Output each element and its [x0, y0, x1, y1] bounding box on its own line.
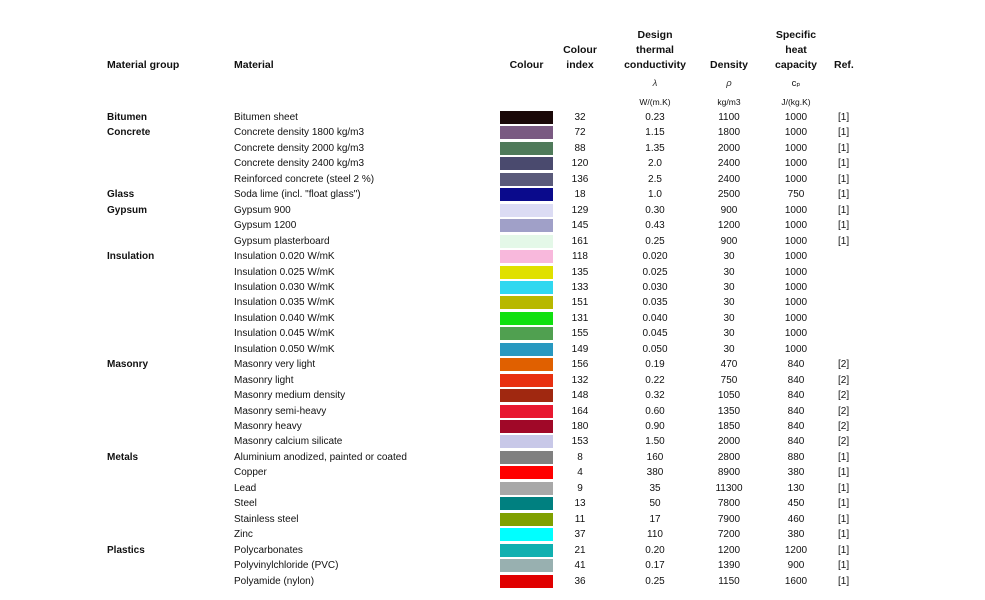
density-cell: 2400	[717, 158, 741, 170]
table-row	[0, 311, 985, 326]
conductivity-cell: 0.045	[642, 328, 668, 340]
table-row	[0, 218, 985, 233]
colour-swatch	[500, 343, 553, 356]
colour-index-cell: 118	[572, 251, 588, 263]
density-cell: 30	[723, 328, 735, 340]
heat-capacity-cell: 840	[787, 359, 805, 371]
colour-swatch	[500, 188, 553, 201]
colour-swatch	[500, 513, 553, 526]
reference-cell: [1]	[838, 544, 850, 556]
colour-index-cell: 37	[574, 529, 586, 541]
heat-capacity-cell: 450	[787, 498, 805, 510]
heat-capacity-cell: 130	[787, 482, 805, 494]
reference-cell: [1]	[838, 127, 850, 139]
reference-cell: [2]	[838, 390, 850, 402]
conductivity-cell: 0.035	[642, 297, 668, 309]
density-cell: 7200	[717, 529, 741, 541]
colour-swatch	[500, 173, 553, 186]
table-row	[0, 558, 985, 573]
table-row	[0, 373, 985, 388]
reference-cell: [1]	[838, 451, 850, 463]
colour-index-cell: 155	[571, 328, 589, 340]
colour-swatch	[500, 451, 553, 464]
heat-capacity-cell: 1000	[784, 281, 808, 293]
heat-capacity-cell: 1600	[784, 575, 808, 587]
conductivity-cell: 380	[646, 467, 664, 479]
colour-index-cell: 135	[571, 266, 589, 278]
conductivity-cell: 1.35	[645, 142, 665, 154]
heat-capacity-cell: 380	[787, 529, 805, 541]
symbol-heat-capacity: cₚ	[791, 78, 801, 89]
density-cell: 1350	[717, 405, 741, 417]
table-row	[0, 141, 985, 156]
material-cell: Reinforced concrete (steel 2 %)	[234, 173, 375, 185]
conductivity-cell: 1.0	[648, 189, 662, 201]
table-row	[0, 265, 985, 280]
table-row	[0, 280, 985, 295]
heat-capacity-cell: 1200	[784, 544, 808, 556]
material-group-cell: Concrete	[107, 127, 151, 139]
header-conductivity	[613, 28, 697, 73]
colour-swatch	[500, 358, 553, 371]
material-cell: Gypsum plasterboard	[234, 235, 330, 247]
heat-capacity-cell: 1000	[784, 220, 808, 232]
table-row	[0, 172, 985, 187]
density-cell: 1800	[717, 127, 741, 139]
density-cell: 7800	[717, 498, 741, 510]
heat-capacity-cell: 1000	[784, 112, 808, 123]
colour-index-cell: 11	[574, 513, 586, 525]
table-row	[0, 249, 985, 264]
colour-index-cell: 153	[571, 436, 589, 448]
page-bottom-edge	[0, 592, 985, 600]
colour-swatch	[500, 528, 553, 541]
conductivity-cell: 1.15	[645, 127, 665, 139]
colour-swatch	[500, 389, 553, 402]
material-cell: Insulation 0.040 W/mK	[234, 312, 335, 324]
unit-conductivity: W/(m.K)	[639, 97, 671, 107]
material-cell: Aluminium anodized, painted or coated	[234, 451, 407, 463]
table-row	[0, 110, 985, 125]
heat-capacity-cell: 900	[787, 560, 805, 572]
conductivity-cell: 110	[647, 529, 663, 541]
colour-index-cell: 41	[574, 560, 586, 572]
material-cell: Polyamide (nylon)	[234, 575, 315, 587]
material-group-cell: Masonry	[107, 359, 149, 371]
material-cell: Stainless steel	[234, 513, 299, 525]
symbol-conductivity: λ	[652, 78, 658, 89]
header-colour-index-line1: Colour	[563, 44, 597, 56]
conductivity-cell: 17	[649, 513, 661, 525]
reference-cell: [1]	[838, 575, 850, 587]
colour-index-cell: 132	[571, 374, 589, 386]
material-cell: Zinc	[234, 529, 253, 541]
colour-index-cell: 13	[574, 498, 586, 510]
reference-cell: [1]	[838, 112, 850, 123]
density-cell: 1150	[718, 575, 740, 587]
density-cell: 30	[723, 251, 735, 263]
table-row	[0, 465, 985, 480]
table-row	[0, 496, 985, 511]
density-cell: 750	[720, 374, 738, 386]
table-row	[0, 419, 985, 434]
colour-index-cell: 149	[571, 343, 589, 355]
density-cell: 30	[723, 266, 735, 278]
colour-index-cell: 161	[571, 235, 589, 247]
material-cell: Gypsum 900	[234, 204, 291, 216]
colour-swatch	[500, 466, 553, 479]
reference-cell: [1]	[838, 142, 850, 154]
conductivity-cell: 2.0	[648, 158, 662, 170]
material-group-cell: Plastics	[107, 544, 145, 556]
material-cell: Insulation 0.030 W/mK	[234, 281, 335, 293]
colour-index-cell: 21	[574, 544, 586, 556]
table-row	[0, 434, 985, 449]
colour-index-cell: 151	[571, 297, 589, 309]
table-row	[0, 125, 985, 140]
material-cell: Masonry semi-heavy	[234, 405, 327, 417]
table-row	[0, 326, 985, 341]
material-cell: Concrete density 2400 kg/m3	[234, 158, 365, 170]
table-row	[0, 357, 985, 372]
conductivity-cell: 0.030	[642, 281, 668, 293]
colour-swatch	[500, 374, 553, 387]
colour-swatch	[500, 157, 553, 170]
material-cell: Copper	[234, 467, 267, 479]
material-cell: Concrete density 2000 kg/m3	[234, 142, 365, 154]
header-material-group: Material group	[107, 59, 180, 71]
reference-cell: [1]	[838, 220, 850, 232]
conductivity-cell: 0.25	[645, 575, 665, 587]
colour-swatch	[500, 327, 553, 340]
colour-swatch	[500, 575, 553, 588]
table-row	[0, 187, 985, 202]
colour-index-cell: 133	[571, 281, 589, 293]
material-cell: Concrete density 1800 kg/m3	[234, 127, 365, 139]
density-cell: 2000	[717, 142, 741, 154]
material-cell: Masonry calcium silicate	[234, 436, 343, 448]
conductivity-cell: 0.25	[645, 235, 665, 247]
material-cell: Insulation 0.050 W/mK	[234, 343, 335, 355]
header-conductivity-line1: Design	[637, 29, 673, 41]
material-group-cell: Metals	[107, 451, 139, 463]
colour-swatch	[500, 126, 553, 139]
colour-swatch	[500, 250, 553, 263]
colour-index-cell: 4	[577, 467, 583, 479]
density-cell: 2400	[717, 173, 741, 185]
density-cell: 1850	[717, 421, 741, 432]
table-row	[0, 388, 985, 403]
conductivity-cell: 1.50	[645, 436, 665, 448]
table-row	[0, 543, 985, 558]
heat-capacity-cell: 1000	[784, 312, 808, 324]
table-row	[0, 156, 985, 171]
table-row	[0, 450, 985, 465]
heat-capacity-cell: 1000	[784, 343, 808, 355]
reference-cell: [2]	[838, 436, 850, 448]
conductivity-cell: 0.20	[645, 544, 665, 556]
material-cell: Steel	[234, 498, 257, 510]
colour-index-cell: 148	[571, 390, 589, 402]
conductivity-cell: 35	[649, 482, 661, 494]
colour-index-cell: 164	[571, 405, 589, 417]
density-cell: 11300	[715, 482, 743, 494]
material-cell: Soda lime (incl. "float glass")	[234, 189, 361, 201]
header-colour-index	[555, 43, 605, 73]
conductivity-cell: 0.23	[645, 112, 665, 123]
density-cell: 7900	[717, 513, 741, 525]
colour-index-cell: 88	[574, 142, 586, 154]
colour-swatch	[500, 142, 553, 155]
heat-capacity-cell: 1000	[784, 266, 808, 278]
density-cell: 30	[723, 312, 735, 324]
colour-swatch	[500, 266, 553, 279]
reference-cell: [1]	[838, 189, 850, 201]
conductivity-cell: 0.43	[645, 220, 665, 232]
heat-capacity-cell: 1000	[784, 251, 808, 263]
heat-capacity-cell: 840	[787, 390, 805, 402]
table-row	[0, 527, 985, 542]
colour-swatch	[500, 405, 553, 418]
reference-cell: [1]	[838, 482, 850, 494]
heat-capacity-cell: 840	[787, 374, 805, 386]
reference-cell: [2]	[838, 374, 850, 386]
heat-capacity-cell: 1000	[784, 328, 808, 340]
heat-capacity-cell: 840	[787, 421, 805, 432]
density-cell: 8900	[717, 467, 741, 479]
colour-swatch	[500, 312, 553, 325]
colour-swatch	[500, 559, 553, 572]
heat-capacity-cell: 840	[787, 436, 805, 448]
conductivity-cell: 0.30	[645, 204, 665, 216]
colour-index-cell: 180	[571, 421, 589, 432]
unit-density: kg/m3	[717, 97, 741, 107]
conductivity-cell: 0.22	[645, 374, 665, 386]
conductivity-cell: 0.90	[645, 421, 665, 432]
density-cell: 30	[723, 297, 735, 309]
heat-capacity-cell: 880	[787, 451, 805, 463]
colour-index-cell: 131	[571, 312, 589, 324]
conductivity-cell: 0.025	[642, 266, 668, 278]
colour-swatch	[500, 235, 553, 248]
colour-index-cell: 145	[571, 220, 589, 232]
material-group-cell: Glass	[107, 189, 135, 201]
material-cell: Insulation 0.035 W/mK	[234, 297, 335, 309]
heat-capacity-cell: 1000	[784, 235, 808, 247]
density-cell: 1200	[717, 544, 741, 556]
header-heat-capacity-line3: capacity	[774, 59, 818, 71]
colour-index-cell: 120	[571, 158, 589, 170]
conductivity-cell: 0.17	[645, 560, 665, 572]
density-cell: 30	[723, 343, 735, 355]
material-cell: Masonry light	[234, 374, 294, 386]
density-cell: 2800	[717, 451, 741, 463]
density-cell: 470	[720, 359, 738, 371]
heat-capacity-cell: 380	[787, 467, 805, 479]
colour-swatch	[500, 111, 553, 124]
header-colour-index-line2: index	[566, 59, 594, 71]
heat-capacity-cell: 750	[787, 189, 805, 201]
unit-heat-capacity: J/(kg.K)	[781, 97, 811, 107]
material-cell: Polyvinylchloride (PVC)	[234, 560, 339, 572]
colour-index-cell: 8	[577, 451, 583, 463]
reference-cell: [1]	[838, 158, 850, 170]
reference-cell: [2]	[838, 421, 850, 432]
material-cell: Gypsum 1200	[234, 220, 297, 232]
reference-cell: [1]	[838, 173, 850, 185]
conductivity-cell: 0.32	[645, 390, 665, 402]
table-row	[0, 295, 985, 310]
material-cell: Insulation 0.020 W/mK	[234, 251, 335, 263]
colour-index-cell: 36	[574, 575, 586, 587]
colour-index-cell: 72	[574, 127, 586, 139]
colour-swatch	[500, 296, 553, 309]
table-row	[0, 234, 985, 249]
material-cell: Masonry very light	[234, 359, 316, 371]
reference-cell: [1]	[838, 560, 850, 572]
colour-index-cell: 136	[571, 173, 589, 185]
density-cell: 900	[720, 204, 738, 216]
header-heat-capacity-line2: heat	[785, 44, 807, 56]
heat-capacity-cell: 840	[787, 405, 805, 417]
colour-swatch	[500, 544, 553, 557]
colour-swatch	[500, 435, 553, 448]
density-cell: 30	[723, 281, 735, 293]
conductivity-cell: 0.050	[642, 343, 668, 355]
table-row	[0, 512, 985, 527]
density-cell: 2500	[717, 189, 741, 201]
table-row	[0, 481, 985, 496]
symbol-density: ρ	[726, 78, 732, 89]
density-cell: 2000	[717, 436, 741, 448]
density-cell: 900	[720, 235, 738, 247]
colour-swatch	[500, 204, 553, 217]
material-cell: Bitumen sheet	[234, 112, 298, 123]
density-cell: 1390	[717, 560, 741, 572]
header-heat-capacity-line1: Specific	[775, 29, 817, 41]
colour-swatch	[500, 497, 553, 510]
reference-cell: [1]	[838, 204, 850, 216]
material-cell: Lead	[234, 482, 257, 494]
colour-swatch	[500, 420, 553, 433]
colour-index-cell: 156	[571, 359, 589, 371]
header-material: Material	[234, 59, 274, 71]
density-cell: 1200	[717, 220, 741, 232]
heat-capacity-cell: 1000	[784, 158, 808, 170]
colour-index-cell: 18	[574, 189, 586, 201]
reference-cell: [1]	[838, 467, 850, 479]
reference-cell: [1]	[838, 513, 850, 525]
heat-capacity-cell: 1000	[784, 204, 808, 216]
colour-index-cell: 32	[574, 112, 586, 123]
material-cell: Insulation 0.045 W/mK	[234, 328, 335, 340]
colour-swatch	[500, 482, 553, 495]
conductivity-cell: 0.60	[645, 405, 665, 417]
material-cell: Insulation 0.025 W/mK	[234, 266, 335, 278]
conductivity-cell: 2.5	[648, 173, 662, 185]
reference-cell: [2]	[838, 359, 850, 371]
conductivity-cell: 160	[646, 451, 664, 463]
header-heat-capacity	[764, 28, 828, 73]
table-row	[0, 574, 985, 589]
material-cell: Masonry heavy	[234, 421, 302, 432]
header-conductivity-line2: thermal	[636, 44, 674, 56]
colour-index-cell: 9	[577, 482, 583, 494]
material-cell: Masonry medium density	[234, 390, 346, 402]
header-conductivity-line3: conductivity	[624, 59, 686, 71]
table-row	[0, 404, 985, 419]
colour-swatch	[500, 219, 553, 232]
header-density: Density	[710, 59, 748, 71]
heat-capacity-cell: 1000	[784, 297, 808, 309]
heat-capacity-cell: 1000	[784, 173, 808, 185]
colour-index-cell: 129	[571, 204, 589, 216]
table-row	[0, 203, 985, 218]
conductivity-cell: 0.020	[642, 251, 668, 263]
heat-capacity-cell: 1000	[784, 127, 808, 139]
conductivity-cell: 0.19	[645, 359, 665, 371]
table-row	[0, 342, 985, 357]
material-group-cell: Bitumen	[107, 112, 147, 123]
conductivity-cell: 50	[649, 498, 661, 510]
material-group-cell: Insulation	[107, 251, 155, 263]
reference-cell: [1]	[838, 529, 850, 541]
density-cell: 1100	[718, 112, 740, 123]
reference-cell: [1]	[838, 235, 850, 247]
header-colour: Colour	[509, 59, 544, 71]
material-group-cell: Gypsum	[107, 204, 148, 216]
colour-swatch	[500, 281, 553, 294]
reference-cell: [2]	[838, 405, 850, 417]
material-cell: Polycarbonates	[234, 544, 303, 556]
reference-cell: [1]	[838, 498, 850, 510]
header-ref: Ref.	[834, 59, 854, 71]
conductivity-cell: 0.040	[642, 312, 668, 324]
density-cell: 1050	[717, 390, 741, 402]
heat-capacity-cell: 460	[787, 513, 805, 525]
heat-capacity-cell: 1000	[784, 142, 808, 154]
